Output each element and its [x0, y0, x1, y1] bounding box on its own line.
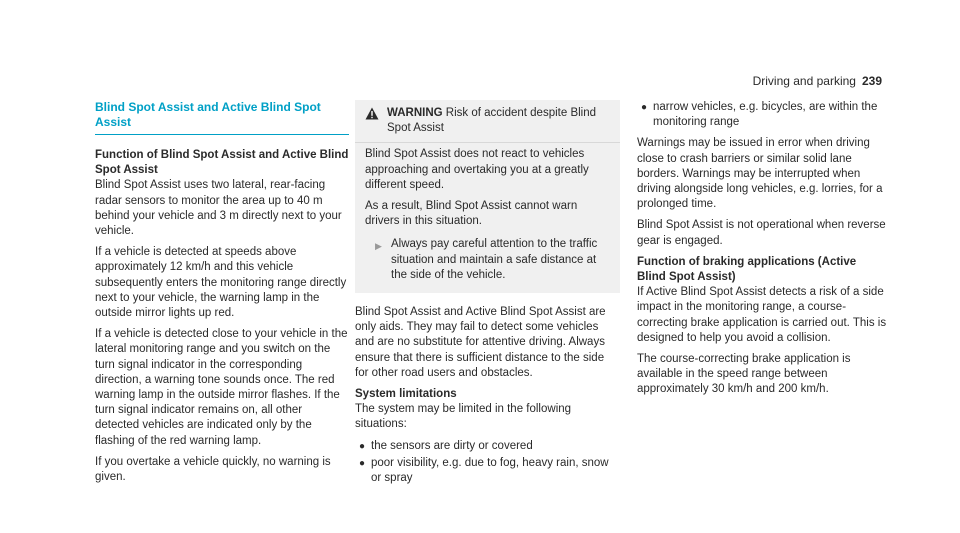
warning-label: WARNING — [387, 107, 443, 119]
paragraph: Blind Spot Assist and Active Blind Spot Assist are only aids. They may fail to detect some vehicles and are no substitute for attentive driving. Always ensure that there is sufficient distance to the side for other road users and obstacles. — [355, 306, 606, 379]
bullet-list — [637, 100, 887, 130]
warning-title-text: Risk of accident despite Blind Spot Assist — [387, 107, 597, 135]
page-number: 239 — [861, 74, 882, 88]
play-arrow-icon: ▶ — [375, 241, 382, 252]
subsection-heading: Function of Blind Spot Assist and Active Blind Spot Assist — [95, 149, 349, 177]
warning-box — [355, 100, 620, 293]
paragraph: The course-correcting brake application is available in the speed range between approximately 30 km/h and 200 km/h. — [637, 353, 851, 396]
subsection-heading: System limitations — [355, 388, 457, 401]
bullet-list — [355, 439, 620, 487]
paragraph: If you overtake a vehicle quickly, no warning is given. — [95, 455, 331, 484]
list-item — [355, 439, 620, 454]
warning-paragraph: Blind Spot Assist does not react to vehicles approaching and overtaking you at a greatly different speed. — [365, 148, 589, 191]
bullet-icon: ● — [359, 440, 366, 452]
list-item — [637, 100, 887, 130]
tip — [365, 237, 610, 283]
paragraph: If a vehicle is detected at speeds above approximately 12 km/h and this vehicle subsequently enters the monitoring range directly next to your vehicle, the warning lamp in the outside mirror lights up red. — [95, 246, 347, 320]
warning-title — [387, 106, 610, 136]
tip-text: Always pay careful attention to the traffic situation and maintain a safe distance at the side of the vehicle. — [391, 238, 598, 281]
section-title: Blind Spot Assist and Active Blind Spot Assist — [95, 100, 349, 135]
column-right — [637, 100, 887, 404]
warning-header — [365, 106, 610, 136]
paragraph: Warnings may be issued in error when driving close to crash barriers or similar solid lane borders. Warnings may be interrupted when driving alongside long vehicles, e.g. lorries, for a prolonged time. — [637, 137, 883, 211]
paragraph: If a vehicle is detected close to your vehicle in the lateral monitoring range and you switch on the turn signal indicator in the corresponding direction, a warning tone sounds once. The red warning lamp in the outside mirror flashes. If the turn signal indicator remains on, all other detected vehicles are indicated only by the flashing of the red warning lamp. — [95, 328, 348, 447]
paragraph: The system may be limited in the following situations: — [355, 403, 572, 431]
section-name: Driving and parking — [752, 74, 856, 88]
paragraph: Blind Spot Assist is not operational when reverse gear is engaged. — [637, 219, 886, 247]
column-middle — [355, 100, 620, 492]
page-header — [753, 74, 882, 88]
bullet-icon: ● — [359, 457, 366, 469]
bullet-icon: ● — [641, 102, 648, 113]
list-item-text: narrow vehicles, e.g. bicycles, are within the monitoring range — [653, 101, 878, 129]
warning-paragraph: As a result, Blind Spot Assist cannot warn drivers in this situation. — [365, 200, 578, 228]
paragraph: If Active Blind Spot Assist detects a risk of a side impact in the monitoring range, a course-correcting brake application is carried out. This is designed to help you avoid a collision. — [637, 286, 887, 344]
warning-body — [355, 142, 620, 283]
list-item-text: poor visibility, e.g. due to fog, heavy rain, snow or spray — [371, 456, 609, 485]
warning-triangle-icon — [365, 106, 387, 125]
paragraph: Blind Spot Assist uses two lateral, rear-facing radar sensors to monitor the area up to 40 m behind your vehicle and 3 m directly next to your vehicle. — [95, 179, 342, 238]
list-item — [355, 456, 620, 486]
column-left — [95, 100, 349, 491]
list-item-text: the sensors are dirty or covered — [371, 439, 533, 452]
subsection-heading: Function of braking applications (Active Blind Spot Assist) — [637, 255, 857, 284]
